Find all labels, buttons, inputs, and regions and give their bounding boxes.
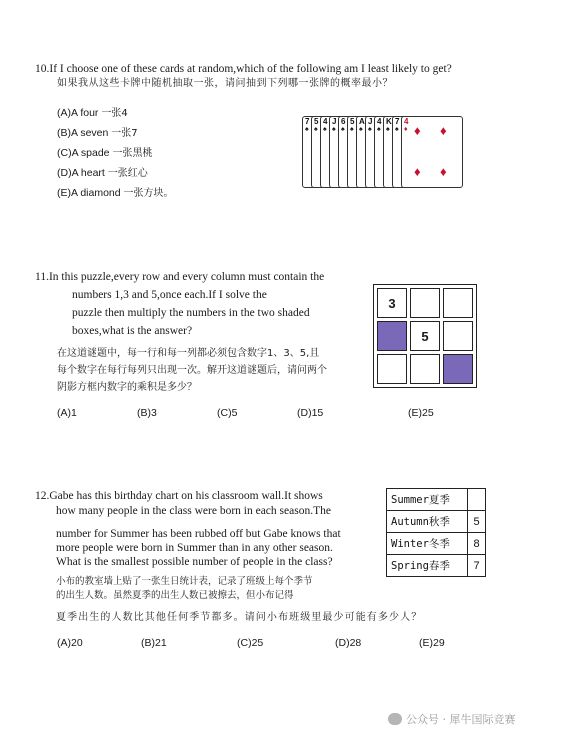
- card-rank: 4: [404, 117, 409, 126]
- q11-zh-line: 每个数字在每行每列只出现一次。解开这道谜题后，请问两个: [57, 365, 327, 376]
- birthday-chart: [386, 488, 486, 577]
- table-row: [387, 533, 486, 555]
- q11-option-b[interactable]: (B)3: [137, 407, 157, 419]
- card-rank: 5: [350, 117, 355, 126]
- q11-line: boxes,what is the answer?: [72, 325, 193, 337]
- grid-cell-shaded: [377, 321, 407, 351]
- q12-zh-line: 的出生人数。虽然夏季的出生人数已被擦去，但小布记得: [56, 590, 294, 601]
- q11-question-zh: [57, 347, 327, 398]
- spade-icon: ♠: [359, 125, 363, 133]
- season-count: 5: [468, 511, 486, 533]
- q12-option-e[interactable]: (E)29: [419, 637, 445, 649]
- season-count: 7: [468, 555, 486, 577]
- diamond-icon: ♦: [404, 125, 408, 133]
- q11-option-c[interactable]: (C)5: [217, 407, 238, 419]
- q12-line: 12.Gabe has this birthday chart on his classroom wall.It shows: [35, 490, 323, 502]
- diamond-icon: ♦: [440, 164, 447, 179]
- q12-option-c[interactable]: (C)25: [237, 637, 264, 649]
- season-count: 8: [468, 533, 486, 555]
- grid-cell: [377, 354, 407, 384]
- q10-option-b[interactable]: (B)A seven 一张7: [57, 127, 138, 139]
- q12-zh-line: 夏季出生的人数比其他任何季节都多。请问小布班级里最少可能有多少人？: [56, 612, 423, 623]
- grid-cell: [410, 354, 440, 384]
- playing-card: [401, 116, 463, 188]
- q12-option-d[interactable]: (D)28: [335, 637, 362, 649]
- spade-icon: ♠: [305, 125, 309, 133]
- season-label: Summer夏季: [387, 489, 468, 511]
- grid-cell-shaded: [443, 354, 473, 384]
- q12-option-b[interactable]: (B)21: [141, 637, 167, 649]
- puzzle-grid: [373, 284, 477, 388]
- q11-option-a[interactable]: (A)1: [57, 407, 77, 419]
- q11-line: numbers 1,3 and 5,once each.If I solve the: [72, 289, 267, 301]
- q11-line: puzzle then multiply the numbers in the two shaded: [72, 307, 310, 319]
- spade-icon: ♠: [395, 125, 399, 133]
- card-rank: K: [386, 117, 392, 126]
- diamond-icon: ♦: [440, 123, 447, 138]
- card-rank: 5: [314, 117, 319, 126]
- q12-line: number for Summer has been rubbed off but Gabe knows that: [56, 528, 341, 540]
- season-label: Autumn秋季: [387, 511, 468, 533]
- q10-option-a[interactable]: (A)A four 一张4: [57, 107, 128, 119]
- q10-question-zh: 如果我从这些卡牌中随机抽取一张，请问抽到下列哪一张牌的概率最小？: [57, 78, 393, 89]
- spade-icon: ♠: [350, 125, 354, 133]
- q11-line: 11.In this puzzle,every row and every column must contain the: [35, 271, 325, 283]
- grid-cell: [410, 288, 440, 318]
- table-row: [387, 555, 486, 577]
- q11-option-e[interactable]: (E)25: [408, 407, 434, 419]
- grid-cell: [443, 321, 473, 351]
- card-rank: 7: [305, 117, 310, 126]
- card-rank: 4: [377, 117, 382, 126]
- q10-question-en: 10.If I choose one of these cards at random,which of the following am I least likely to get?: [35, 63, 452, 75]
- grid-cell: 3: [377, 288, 407, 318]
- spade-icon: ♠: [323, 125, 327, 133]
- diamond-icon: ♦: [414, 164, 421, 179]
- season-label: Winter冬季: [387, 533, 468, 555]
- card-rank: A: [359, 117, 365, 126]
- q11-question-en: [35, 270, 324, 342]
- q12-line: What is the smallest possible number of people in the class?: [56, 556, 333, 568]
- q11-zh-line: 阴影方框内数字的乘积是多少？: [57, 382, 197, 393]
- card-rank: 7: [395, 117, 400, 126]
- q10-option-c[interactable]: (C)A spade 一张黑桃: [57, 147, 153, 159]
- table-row: [387, 489, 486, 511]
- q12-question-en: [35, 489, 341, 569]
- season-label: Spring春季: [387, 555, 468, 577]
- spade-icon: ♠: [341, 125, 345, 133]
- spade-icon: ♠: [377, 125, 381, 133]
- playing-cards-fan: [302, 116, 464, 188]
- spade-icon: ♠: [314, 125, 318, 133]
- q10-option-e[interactable]: (E)A diamond 一张方块。: [57, 187, 174, 199]
- q12-question-zh: [56, 575, 422, 625]
- watermark-text: 公众号 · 犀牛国际竞赛: [406, 713, 516, 726]
- q12-option-a[interactable]: (A)20: [57, 637, 83, 649]
- season-count: [468, 489, 486, 511]
- table-row: [387, 511, 486, 533]
- q10-option-d[interactable]: (D)A heart 一张红心: [57, 167, 148, 179]
- q12-zh-line: 小布的教室墙上贴了一张生日统计表，记录了班级上每个季节: [56, 576, 313, 587]
- q11-zh-line: 在这道谜题中，每一行和每一列都必须包含数字1、3、5,且: [57, 348, 320, 359]
- spade-icon: ♠: [332, 125, 336, 133]
- q12-line: more people were born in Summer than in any other season.: [56, 542, 333, 554]
- card-rank: 6: [341, 117, 346, 126]
- wechat-icon: [388, 713, 402, 725]
- card-rank: 4: [323, 117, 328, 126]
- grid-cell: 5: [410, 321, 440, 351]
- spade-icon: ♠: [368, 125, 372, 133]
- card-rank: J: [368, 117, 373, 126]
- watermark: [388, 711, 516, 727]
- card-rank: J: [332, 117, 337, 126]
- grid-cell: [443, 288, 473, 318]
- q12-line: how many people in the class were born in each season.The: [56, 505, 331, 517]
- q10-options: [57, 104, 174, 204]
- q11-option-d[interactable]: (D)15: [297, 407, 324, 419]
- spade-icon: ♠: [386, 125, 390, 133]
- diamond-icon: ♦: [414, 123, 421, 138]
